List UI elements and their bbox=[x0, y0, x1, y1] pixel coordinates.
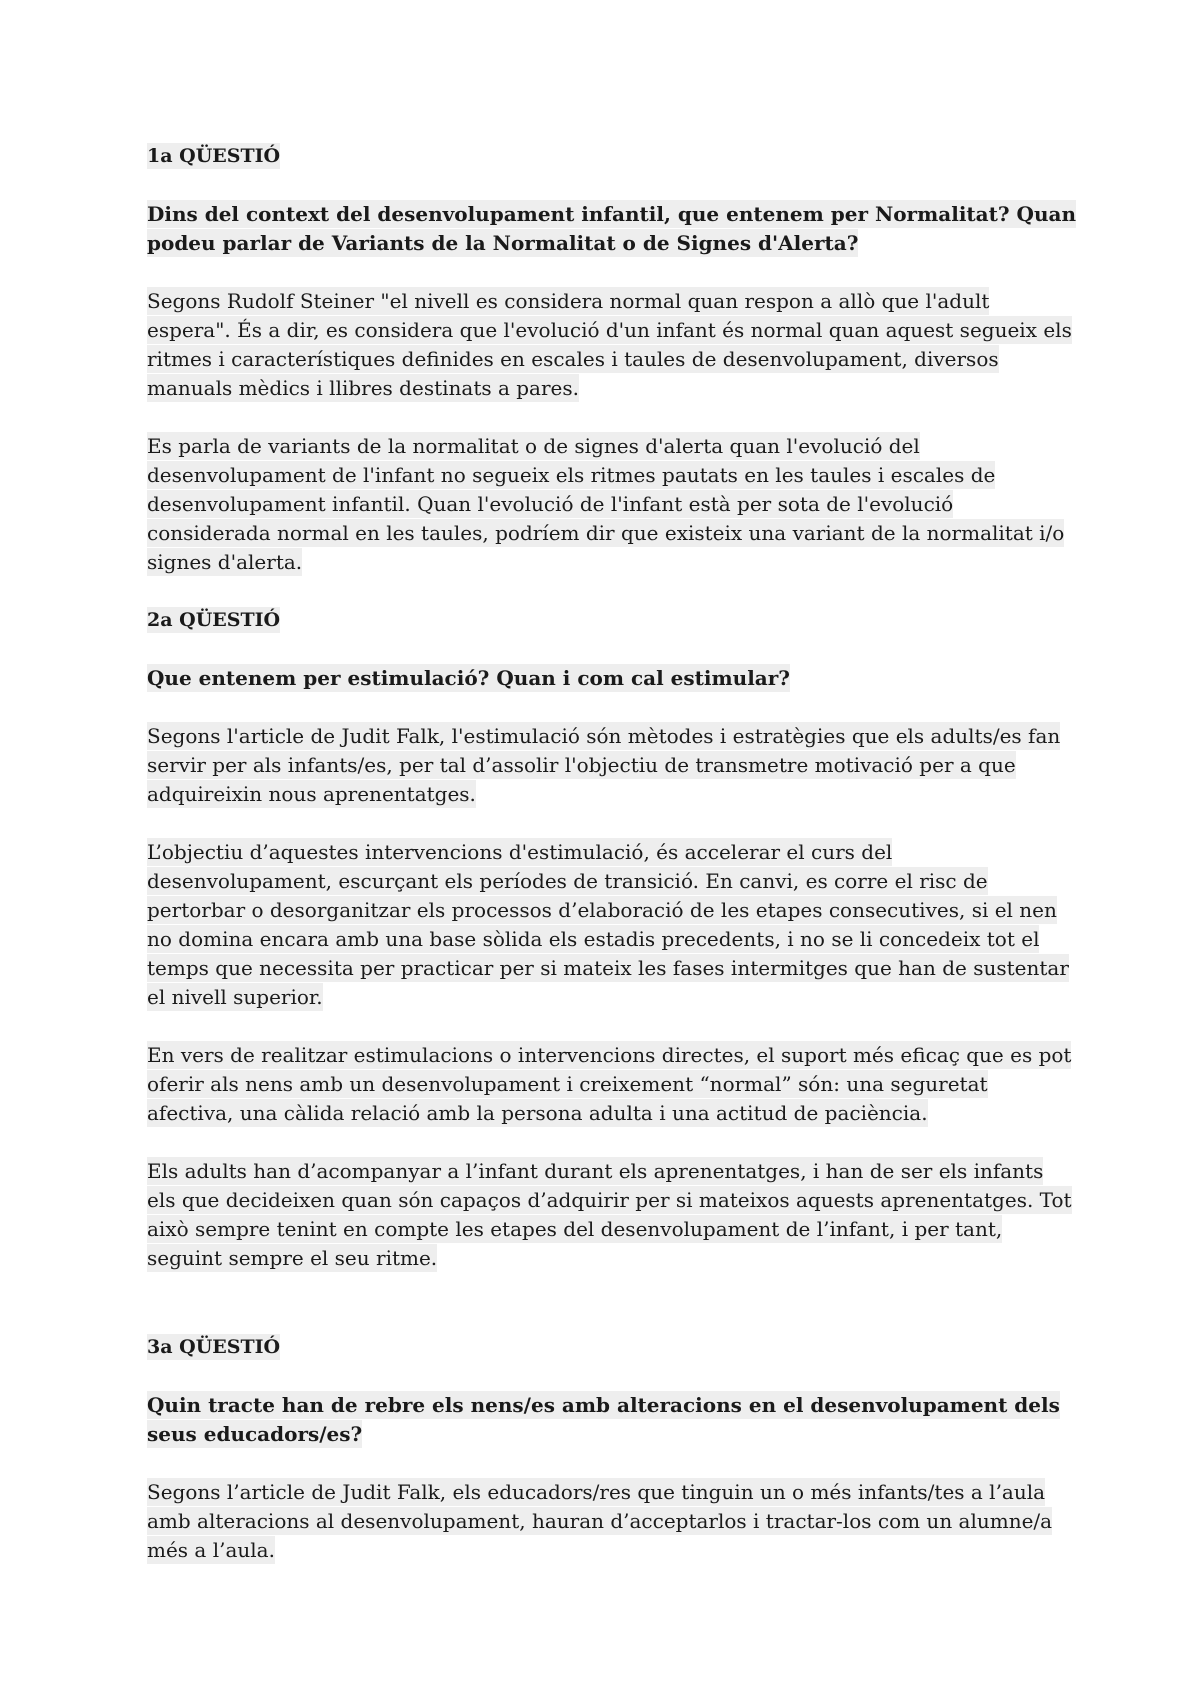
section-1-question: Dins del context del desenvolupament infantil, que entenem per Normalitat? Quan podeu parlar de Variants de la Normalitat o de Signes d'Alerta? bbox=[147, 202, 1076, 255]
section-3-question: Quin tracte han de rebre els nens/es amb alteracions en el desenvolupament dels seus educadors/es? bbox=[147, 1393, 1060, 1446]
section-3-paragraph-1: Segons l’article de Judit Falk, els educadors/res que tinguin un o més infants/tes a l’aula amb alteracions al desenvolupament, hauran d’acceptarlos i tractar-los com un alumne/a més a l’aula. bbox=[147, 1480, 1053, 1562]
section-2-paragraph-3: En vers de realitzar estimulacions o intervencions directes, el suport més eficaç que es pot oferir als nens amb un desenvolupament i creixement “normal” són: una seguretat afectiva, una càlida relació amb la persona adulta i una actitud de paciència. bbox=[147, 1043, 1072, 1125]
section-1-paragraph-2: Es parla de variants de la normalitat o de signes d'alerta quan l'evolució del desenvolupament de l'infant no segueix els ritmes pautats en les taules i escales de desenvolupament infantil. Quan l'evolució de l'infant està per sota de l'evolució considerada normal en les taules, podríem dir que existeix una variant de la normalitat i/o signes d'alerta. bbox=[147, 434, 1065, 574]
section-2-paragraph-1: Segons l'article de Judit Falk, l'estimulació són mètodes i estratègies que els adults/es fan servir per als infants/es, per tal d’assolir l'objectiu de transmetre motivació per a que adquireixin nous aprenentatges. bbox=[147, 724, 1061, 806]
section-2-question: Que entenem per estimulació? Quan i com cal estimular? bbox=[147, 666, 791, 690]
section-1-heading: 1a QÜESTIÓ bbox=[147, 145, 281, 167]
section-3-heading: 3a QÜESTIÓ bbox=[147, 1336, 281, 1358]
section-2-heading: 2a QÜESTIÓ bbox=[147, 609, 281, 631]
document-body bbox=[147, 142, 1077, 1565]
section-2-paragraph-2: L’objectiu d’aquestes intervencions d'estimulació, és accelerar el curs del desenvolupament, escurçant els períodes de transició. En canvi, es corre el risc de pertorbar o desorganitzar els processos d’elaboració de les etapes consecutives, si el nen no domina encara amb una base sòlida els estadis precedents, i no se li concedeix tot el temps que necessita per practicar per si mateix les fases intermitges que han de sustentar el nivell superior. bbox=[147, 840, 1069, 1009]
section-1-paragraph-1: Segons Rudolf Steiner "el nivell es considera normal quan respon a allò que l'adult espera". És a dir, es considera que l'evolució d'un infant és normal quan aquest segueix els ritmes i característiques definides en escales i taules de desenvolupament, diversos manuals mèdics i llibres destinats a pares. bbox=[147, 289, 1072, 400]
section-2-paragraph-4: Els adults han d’acompanyar a l’infant durant els aprenentatges, i han de ser els infants els que decideixen quan són capaços d’adquirir per si mateixos aquests aprenentatges. Tot això sempre tenint en compte les etapes del desenvolupament de l’infant, i per tant, seguint sempre el seu ritme. bbox=[147, 1159, 1072, 1270]
